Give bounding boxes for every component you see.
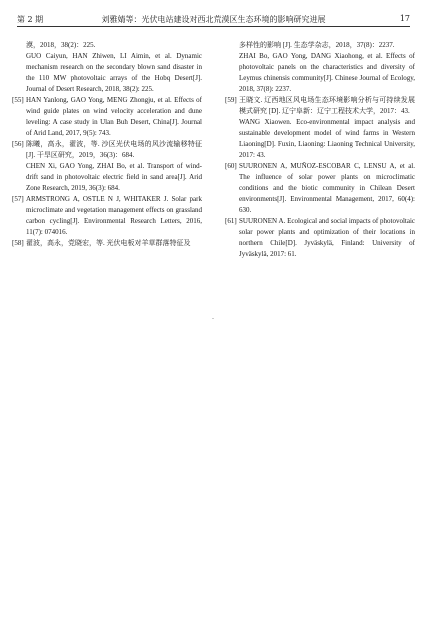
- page-header: [17, 12, 410, 27]
- page-number: 17: [399, 14, 410, 23]
- reference-number: [57]: [12, 195, 24, 203]
- reference-entry: [225, 216, 415, 260]
- reference-entry: [12, 238, 202, 249]
- reference-entry: [12, 95, 202, 139]
- reference-number: [60]: [225, 162, 237, 170]
- page-speck: [212, 318, 214, 319]
- reference-text: SUURONEN A, MUÑOZ-ESCOBAR C, LENSU A, et al. The influence of solar power plants on microclimatic conditions and the biotic community in Chilean Desert environments[J]. Environmental Management, 2017, 60(4): 630.: [239, 162, 415, 214]
- reference-text: HAN Yanlong, GAO Yong, MENG Zhongju, et al. Effects of wind guide plates on wind velocity acceleration and dune leveling: A case study in Ulan Buh Desert, China[J]. Journal of Arid Land, 2017, 9(5): 743.: [26, 96, 202, 137]
- reference-entry: [12, 194, 202, 238]
- reference-entry: [12, 161, 202, 194]
- reference-entry: [225, 161, 415, 216]
- reference-entry: [225, 51, 415, 95]
- reference-entry: [225, 95, 415, 117]
- reference-column-right: [225, 40, 415, 260]
- reference-text: 王晓文. 辽西地区风电场生态环境影响分析与可持续发展模式研究 [D]. 辽宁阜新：辽宁工程技术大学，2017：43.: [239, 96, 415, 115]
- reference-text: ZHAI Bo, GAO Yong, DANG Xiaohong, et al. Effects of photovoltaic panels on the characteristics and diversity of Leymus chinensis community[J]. Chinese Journal of Ecology, 2018, 37(8): 2237.: [239, 52, 415, 93]
- reference-entry: [12, 51, 202, 95]
- reference-entry: [225, 40, 415, 51]
- reference-entry: [12, 139, 202, 161]
- reference-text: 多样性的影响 [J]. 生态学杂志，2018，37(8)：2237.: [239, 41, 395, 49]
- reference-text: CHEN Xi, GAO Yong, ZHAI Bo, et al. Transport of wind-drift sand in photovoltaic electric field in sand area[J]. Arid Zone Research, 2019, 36(3): 684.: [26, 162, 202, 192]
- reference-text: 陈曦，高永，翟波，等. 沙区光伏电场的风沙流输移特征 [J]. 干旱区研究，2019，36(3)：684.: [26, 140, 202, 159]
- reference-number: [58]: [12, 239, 24, 247]
- reference-entry: [12, 40, 202, 51]
- issue-label: 第 2 期: [17, 15, 44, 24]
- reference-column-left: [12, 40, 202, 249]
- reference-number: [55]: [12, 96, 24, 104]
- reference-text: ARMSTRONG A, OSTLE N J, WHITAKER J. Solar park microclimate and vegetation management effects on grassland carbon cycling[J]. Environmental Research Letters, 2016, 11(7): 074016.: [26, 195, 202, 236]
- reference-entry: [225, 117, 415, 161]
- reference-text: SUURONEN A. Ecological and social impacts of photovoltaic solar power plants and optimization of their locations in northern Chile[D]. Jyväskylä, Finland: University of Jyväskylä, 2017: 61.: [239, 217, 415, 258]
- reference-text: 翟波，高永，党晓宏，等. 光伏电板对羊草群落特征及: [26, 239, 191, 247]
- running-title: 刘雅婧等：光伏电站建设对西北荒漠区生态环境的影响研究进展: [101, 15, 326, 24]
- reference-text: 漠，2018，38(2)：225.: [26, 41, 96, 49]
- reference-text: GUO Caiyun, HAN Zhiwen, LI Aimin, et al. Dynamic mechanism research on the secondary blown sand disaster in the 110 MW photovoltaic arrays of the Hobq Desert[J]. Journal of Desert Research, 2018, 38(2): 225.: [26, 52, 202, 93]
- reference-text: WANG Xiaowen. Eco-environmental impact analysis and sustainable development model of wind farms in Western Liaoning[D]. Fuxin, Liaoning: Liaoning Technical University, 2017: 43.: [239, 118, 415, 159]
- reference-number: [56]: [12, 140, 24, 148]
- reference-number: [59]: [225, 96, 237, 104]
- reference-number: [61]: [225, 217, 237, 225]
